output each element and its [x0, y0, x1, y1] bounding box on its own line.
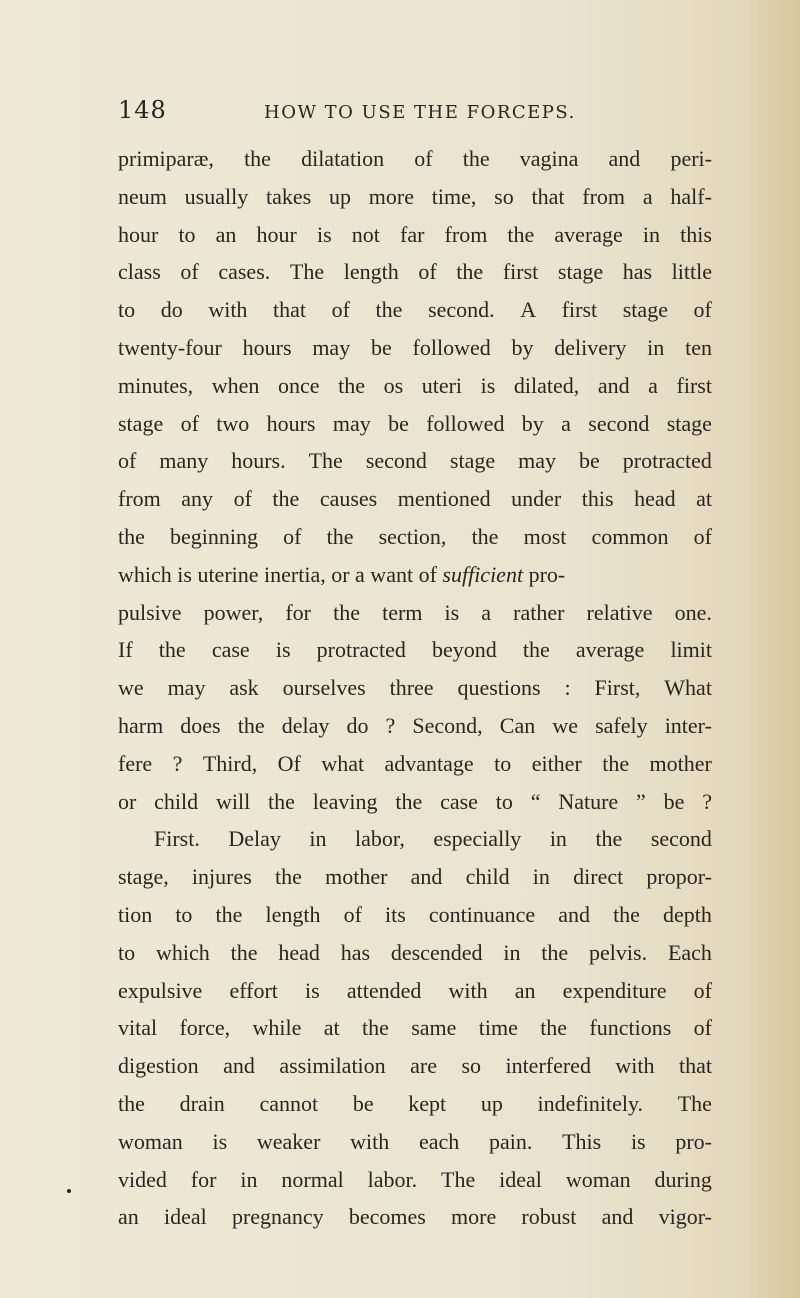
text-line: or child will the leaving the case to “ Nature ” be ?: [118, 788, 712, 814]
text-line: First. Delay in labor, especially in the second: [154, 826, 712, 852]
text-line: expulsive effort is attended with an expenditure of: [118, 977, 712, 1003]
text-line: to which the head has descended in the pelvis. Each: [118, 939, 712, 965]
text-line: hour to an hour is not far from the average in this: [118, 221, 712, 247]
text-line: neum usually takes up more time, so that from a half-: [118, 183, 712, 209]
text-line: stage, injures the mother and child in direct propor-: [118, 864, 712, 890]
text-line: tion to the length of its continuance and the depth: [118, 901, 712, 927]
text-line: fere ? Third, Of what advantage to either the mother: [118, 750, 712, 776]
text-line: woman is weaker with each pain. This is pro-: [118, 1128, 712, 1154]
text-line: class of cases. The length of the first stage has little: [118, 259, 712, 285]
text-line: vided for in normal labor. The ideal woman during: [118, 1166, 712, 1192]
text-line: minutes, when once the os uteri is dilated, and a first: [118, 372, 712, 398]
text-line: to do with that of the second. A first stage of: [118, 297, 712, 323]
text-line: harm does the delay do ? Second, Can we safely inter-: [118, 712, 712, 738]
italic-word: sufficient: [442, 561, 524, 587]
text-line: digestion and assimilation are so interfered with that: [118, 1053, 712, 1079]
running-head: HOW TO USE THE FORCEPS.: [264, 102, 576, 123]
text-line: vital force, while at the same time the functions of: [118, 1015, 712, 1041]
text-line: primiparæ, the dilatation of the vagina and peri-: [118, 146, 712, 171]
text-line: the beginning of the section, the most common of: [118, 523, 712, 549]
margin-dot: [67, 1189, 71, 1193]
body-text: [118, 140, 712, 1236]
text-line: from any of the causes mentioned under this head at: [118, 486, 712, 512]
text-line: twenty-four hours may be followed by delivery in ten: [118, 334, 712, 360]
text-line: the drain cannot be kept up indefinitely. The: [118, 1090, 712, 1116]
text-line: pulsive power, for the term is a rather relative one.: [118, 599, 712, 625]
text-line: we may ask ourselves three questions : First, What: [118, 675, 712, 701]
text-line: which is uterine inertia, or a want of sufficient pro-: [118, 556, 712, 594]
text-line: stage of two hours may be followed by a second stage: [118, 410, 712, 436]
text-line: of many hours. The second stage may be protracted: [118, 448, 712, 474]
text-line: an ideal pregnancy becomes more robust and vigor-: [118, 1204, 712, 1230]
text-line: If the case is protracted beyond the average limit: [118, 637, 712, 663]
page-header: [118, 96, 718, 136]
page-number: 148: [118, 96, 167, 124]
